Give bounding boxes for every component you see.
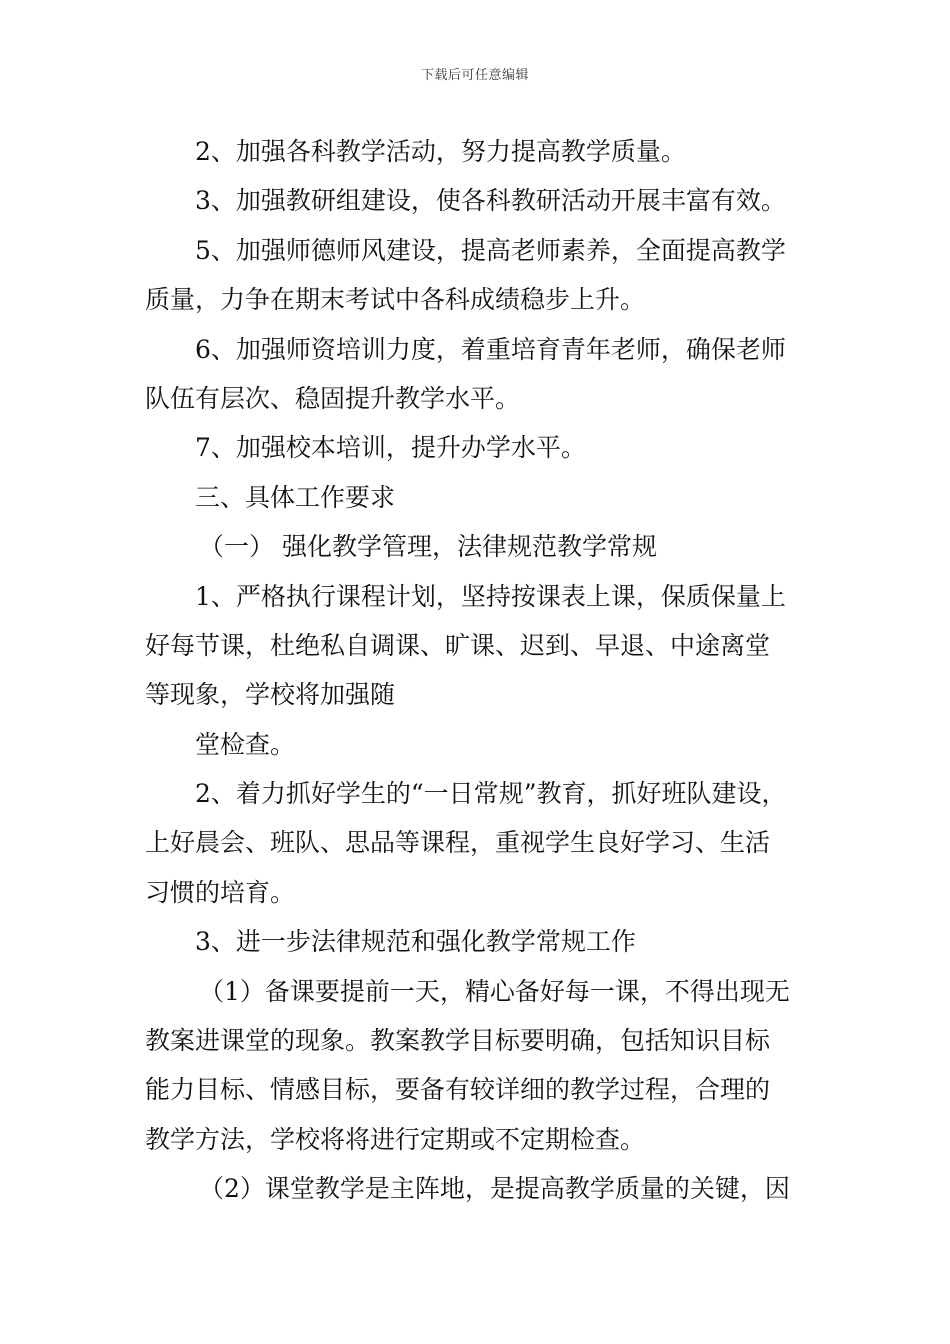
paragraph-line: 教学方法，学校将将进行定期或不定期检查。 [145,1124,646,1154]
paragraph-line: 能力目标、情感目标，要备有较详细的教学过程，合理的 [145,1075,771,1105]
paragraph-line: 习惯的培育。 [145,877,296,907]
paragraph-line: 1、严格执行课程计划，坚持按课表上课，保质保量上 [195,581,786,611]
document-body [145,127,817,1214]
paragraph-line: 上好晨会、班队、思品等课程，重视学生良好学习、生活 [145,828,771,858]
paragraph-line: （1）备课要提前一天，精心备好每一课，不得出现无 [199,976,790,1006]
page-header: 下载后可任意编辑 [420,68,529,83]
paragraph-line: 2、加强各科教学活动，努力提高教学质量。 [195,137,686,166]
paragraph-line: 堂检查。 [195,729,296,759]
subsection-heading: （一） 强化教学管理，法律规范教学常规 [199,532,657,562]
paragraph-line: 等现象，学校将加强随 [145,680,396,710]
paragraph-line: 3、进一步法律规范和强化教学常规工作 [195,927,636,957]
paragraph-line: 队伍有层次、稳固提升教学水平。 [145,383,521,413]
paragraph-line: 7、加强校本培训，提升办学水平。 [195,433,586,463]
paragraph-line: 好每节课，杜绝私自调课、旷课、迟到、早退、中途离堂 [145,630,771,660]
paragraph-line: 2、着力抓好学生的“一日常规”教育，抓好班队建设， [195,779,787,809]
paragraph-line: 6、加强师资培训力度，着重培育青年老师，确保老师 [195,334,786,364]
section-heading: 三、具体工作要求 [195,482,396,512]
paragraph-line: （2）课堂教学是主阵地，是提高教学质量的关键，因 [199,1174,790,1204]
paragraph-line: 5、加强师德师风建设，提高老师素养，全面提高教学 [195,235,786,265]
paragraph-line: 教案进课堂的现象。教案教学目标要明确，包括知识目标 [145,1026,771,1056]
paragraph-line: 质量，力争在期末考试中各科成绩稳步上升。 [145,285,646,315]
paragraph-line: 3、加强教研组建设，使各科教研活动开展丰富有效。 [195,186,786,216]
